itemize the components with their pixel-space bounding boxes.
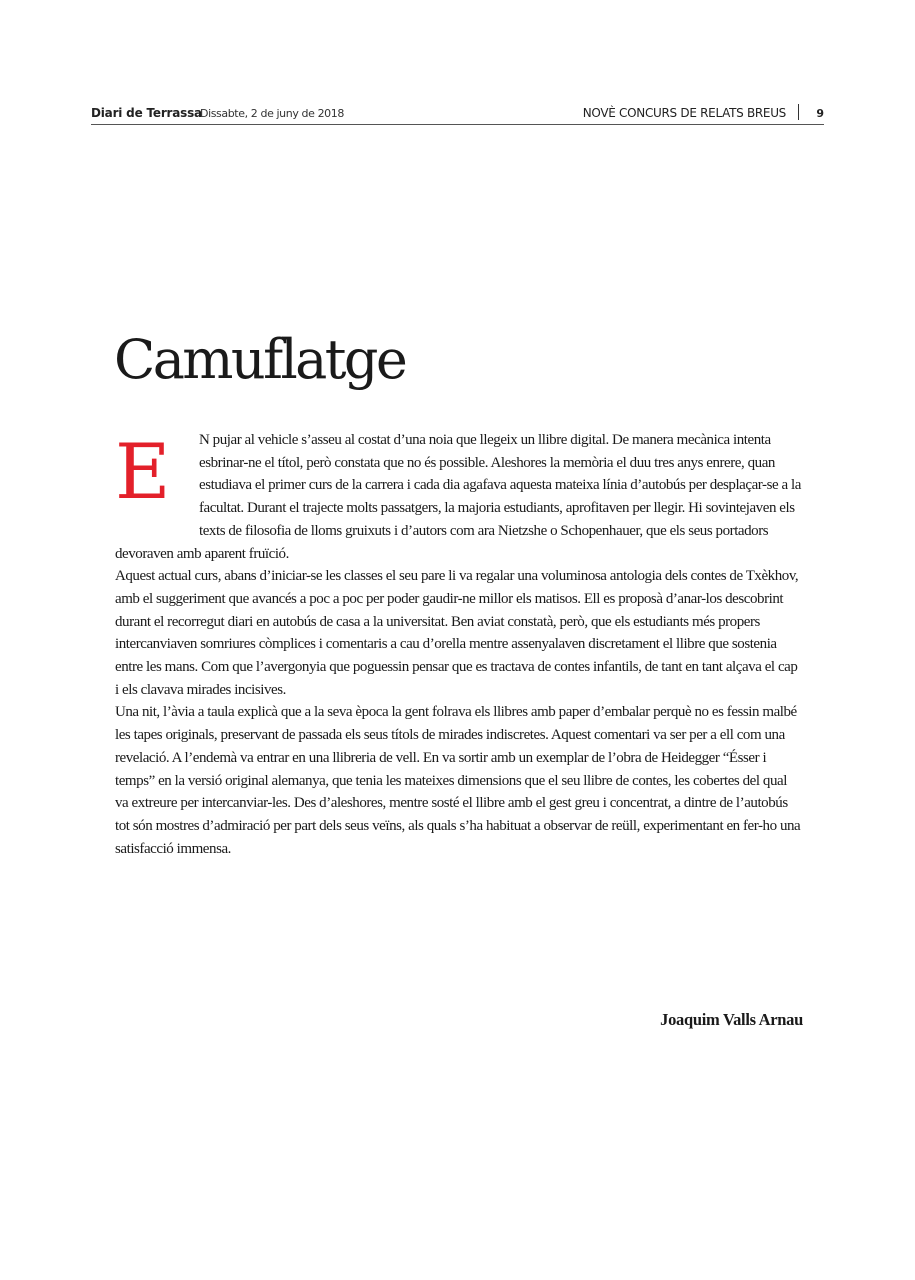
page-number: 9 bbox=[816, 107, 824, 120]
article-author: Joaquim Valls Arnau bbox=[660, 1010, 803, 1029]
section-title: NOVÈ CONCURS DE RELATS BREUS bbox=[582, 106, 786, 120]
header-divider bbox=[798, 104, 799, 120]
drop-cap: E bbox=[115, 427, 171, 516]
paragraph-1: N pujar al vehicle s’asseu al costat d’una noia que llegeix un llibre digital. De manera mecànica intenta esbrinar-ne el títol, però constata que no és possible. Aleshores la memòria el duu tres anys enrere, quan estudiava el primer curs de la carrera i cada dia agafava aquesta mateixa línia d’autobús per desplaçar-se a la facultat. Durant el trajecte molts passatgers, la majoria estudiants, aprofitaven per llegir. Hi sovintejaven els texts de filosofia de lloms gruixuts i d’autors com ara Nietzshe o Schopenhauer, que els seus portadors devoraven amb aparent fruïció. bbox=[115, 432, 801, 562]
issue-date: Dissabte, 2 de juny de 2018 bbox=[200, 107, 344, 120]
page-header bbox=[91, 104, 824, 125]
paragraph-3: Una nit, l’àvia a taula explicà que a la seva època la gent folrava els llibres amb paper d’embalar perquè no es fessin malbé les tapes originals, preservant de passada els seus títols de mirades indiscretes. Aquest comentari va ser per a ell com una revelació. A l’endemà va entrar en una llibreria de vell. En va sortir amb un exemplar de l’obra de Heidegger “Ésser i temps” en la versió original alemanya, que tenia les mateixes dimensions que el seu llibre de contes, les cobertes del qual va extreure per intercanviar-les. Des d’aleshores, mentre sosté el llibre amb el gest greu i concentrat, a dintre de l’autobús tot són mostres d’admiració per part dels seus veïns, als quals s’ha habituat a observar de reüll, experimentant en fer-ho una satisfacció immensa. bbox=[115, 704, 801, 857]
paragraph-2: Aquest actual curs, abans d’iniciar-se les classes el seu pare li va regalar una voluminosa antologia dels contes de Txèkhov, amb el suggeriment que avancés a poc a poc per poder gaudir-ne millor els matisos. Ell es proposà d’anar-los descobrint durant el recorregut diari en autobús de casa a la universitat. Ben aviat constatà, però, que els estudiants més propers intercanviaven somriures còmplices i comentaris a cau d’orella mentre assenyalaven discretament el llibre que sostenia entre les mans. Com que l’avergonyia que poguessin pensar que es tractava de contes infantils, de tant en tant alçava el cap i els clavava mirades incisives. bbox=[115, 568, 799, 698]
article-title: Camuflatge bbox=[114, 328, 406, 391]
article-body bbox=[115, 429, 803, 860]
publication-name: Diari de Terrassa bbox=[91, 106, 202, 120]
